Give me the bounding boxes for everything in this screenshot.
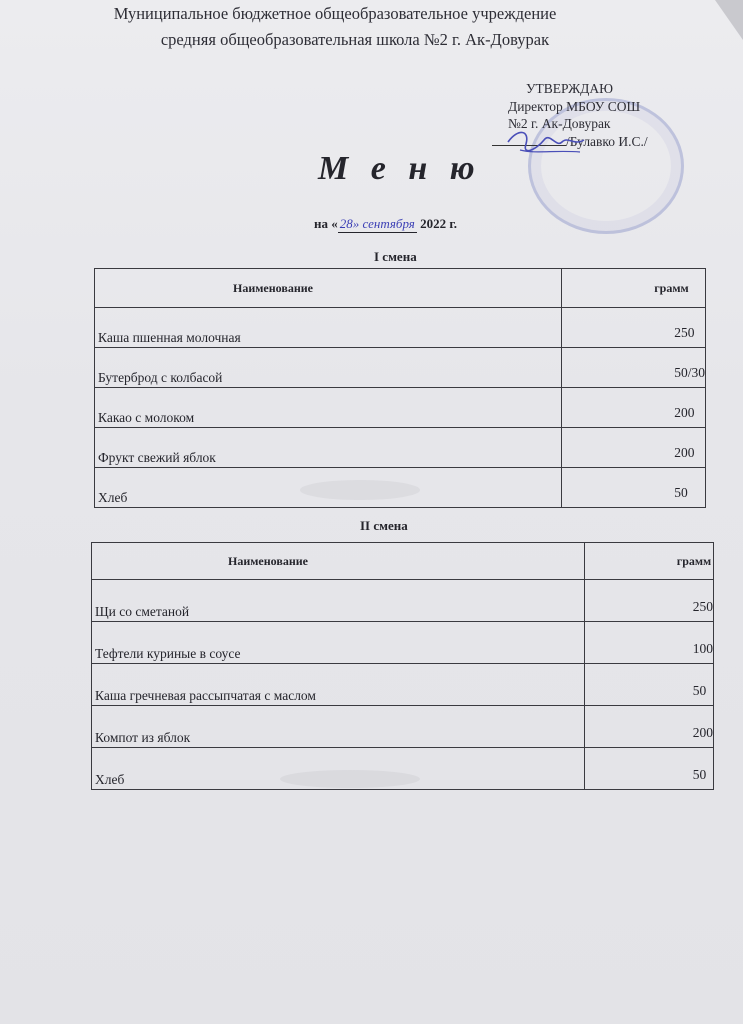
shift-1-table <box>94 268 706 508</box>
dish-grams: 250 <box>584 580 713 622</box>
approval-line-2: Директор МБОУ СОШ <box>508 98 641 114</box>
column-header-grams: грамм <box>562 269 706 308</box>
dish-name: Хлеб <box>92 748 585 790</box>
page-title: М е н ю <box>318 150 482 187</box>
dish-name: Хлеб <box>95 468 562 508</box>
dish-name: Каша гречневая рассыпчатая с маслом <box>92 664 585 706</box>
table-row <box>92 706 714 748</box>
dish-grams: 50 <box>562 468 706 508</box>
signature-name: /Булавко И.С./ <box>566 133 648 149</box>
table-row <box>95 308 706 348</box>
dish-grams: 50 <box>584 664 713 706</box>
table-row <box>92 664 714 706</box>
date-handwritten: 28» сентября <box>339 216 415 231</box>
table-row <box>92 622 714 664</box>
dish-grams: 200 <box>562 388 706 428</box>
date-suffix: 2022 г. <box>416 216 458 231</box>
dish-name: Каша пшенная молочная <box>95 308 562 348</box>
dish-name: Бутерброд с колбасой <box>95 348 562 388</box>
folded-corner <box>715 0 743 40</box>
date-prefix: на « <box>314 216 338 231</box>
table-row <box>92 580 714 622</box>
table-header-row <box>92 543 714 580</box>
dish-grams: 50 <box>584 748 713 790</box>
table-row <box>95 388 706 428</box>
column-header-name: Наименование <box>95 269 562 308</box>
dish-name: Тефтели куриные в соусе <box>92 622 585 664</box>
column-header-name: Наименование <box>92 543 585 580</box>
column-header-grams: грамм <box>584 543 713 580</box>
shift-1-title: I смена <box>374 249 417 264</box>
signature-icon <box>500 120 590 170</box>
menu-date <box>314 216 457 233</box>
dish-name: Щи со сметаной <box>92 580 585 622</box>
dish-name: Какао с молоком <box>95 388 562 428</box>
dish-grams: 100 <box>584 622 713 664</box>
table-row <box>95 428 706 468</box>
shift-2-title: II смена <box>360 518 408 533</box>
dish-grams: 250 <box>562 308 706 348</box>
table-row <box>95 348 706 388</box>
shift-2-table <box>91 542 714 790</box>
dish-grams: 50/30 <box>562 348 706 388</box>
table-header-row <box>95 269 706 308</box>
institution-line-1: Муниципальное бюджетное общеобразовательное учреждение <box>113 4 557 23</box>
institution-line-2: средняя общеобразовательная школа №2 г. Ак-Довурак <box>160 30 550 49</box>
dish-name: Компот из яблок <box>92 706 585 748</box>
table-row <box>92 748 714 790</box>
table-row <box>95 468 706 508</box>
approval-line-1: УТВЕРЖДАЮ <box>526 81 614 96</box>
dish-grams: 200 <box>562 428 706 468</box>
approval-line-3: №2 г. Ак-Довурак <box>508 116 611 131</box>
dish-name: Фрукт свежий яблок <box>95 428 562 468</box>
dish-grams: 200 <box>584 706 713 748</box>
